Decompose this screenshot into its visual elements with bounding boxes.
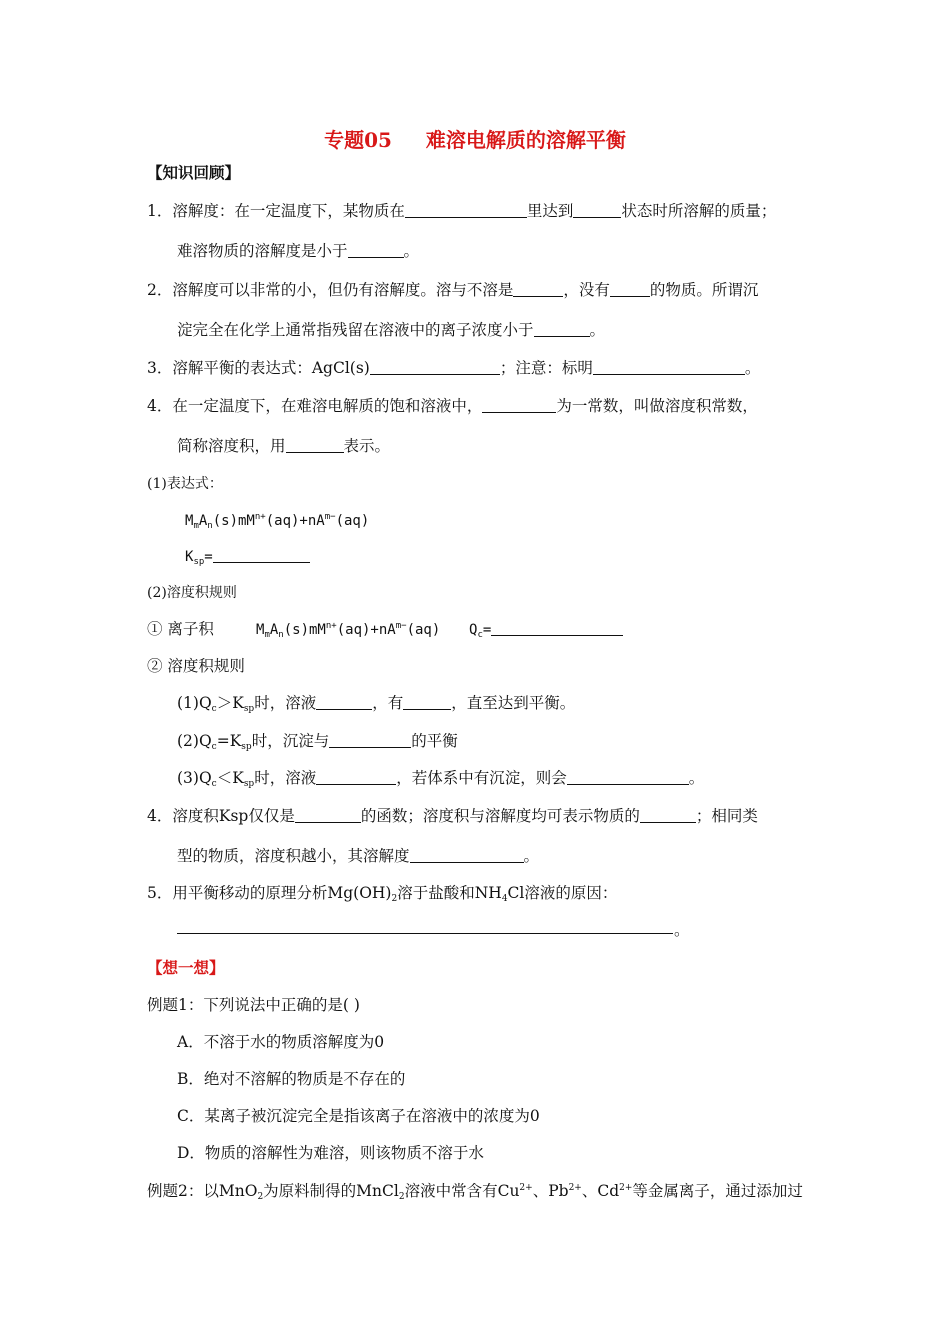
blank-9[interactable] [482, 397, 556, 413]
answer-line-end: 。 [674, 921, 690, 939]
subsection-expression: (1)表达式： [147, 476, 223, 492]
item-4-line-1: 4．在一定温度下，在难溶电解质的饱和溶液中， 为一常数，叫做溶度积常数， [147, 397, 758, 415]
blank-8[interactable] [593, 359, 745, 375]
subsection-ksp-rules: ② 溶度积规则 [147, 657, 245, 675]
blank-12[interactable] [403, 694, 451, 710]
item-3: 3．溶解平衡的表达式：AgCl(s) ；注意：标明 。 [147, 359, 761, 377]
answer-line[interactable] [177, 933, 673, 934]
blank-3[interactable] [348, 242, 404, 258]
ksp-expression: $K_{sp}=$ [185, 547, 310, 567]
blank-ksp[interactable] [213, 547, 310, 563]
blank-11[interactable] [316, 694, 372, 710]
ion-product-equation: $M_mA_n(s)mM^{n+}(aq)+nA^{m-}(aq)$ [256, 621, 441, 640]
item-ksp-line-2: 型的物质，溶度积越小，其溶解度 。 [177, 847, 540, 865]
item-2-line-2: 淀完全在化学上通常指残留在溶液中的离子浓度小于 。 [177, 321, 606, 339]
item-1-line-1: 1．溶解度：在一定温度下，某物质在 里达到 状态时所溶解的质量； [147, 202, 777, 220]
section-header-review: 【知识回顾】 [147, 163, 241, 182]
item-4-line-2: 简称溶度积，用 表示。 [177, 437, 391, 455]
blank-10[interactable] [286, 437, 344, 453]
title-text: 难溶电解质的溶解平衡 [425, 128, 626, 152]
subsection-rules: (2)溶度积规则 [147, 585, 237, 601]
blank-18[interactable] [410, 847, 524, 863]
ion-product-line: ① 离子积 [147, 620, 214, 638]
blank-16[interactable] [295, 807, 361, 823]
rule-1: $(1)Q_c>K_{sp}$时，溶液 ，有 ，直至达到平衡。 [177, 694, 576, 714]
item-5: 5．用平衡移动的原理分析$Mg(OH)_2$溶于盐酸和$NH_4Cl$溶液的原因： [147, 884, 618, 904]
dissolution-equation: $M_mA_n(s)mM^{n+}(aq)+nA^{m-}(aq)$ [185, 512, 370, 531]
blank-6[interactable] [534, 321, 590, 337]
blank-1[interactable] [405, 202, 527, 218]
option-c[interactable]: C．某离子被沉淀完全是指该离子在溶液中的浓度为0 [177, 1107, 540, 1125]
rule-2: $(2)Q_c=K_{sp}$时，沉淀与 的平衡 [177, 732, 458, 752]
blank-4[interactable] [513, 281, 563, 297]
title-prefix: 专题05 [324, 128, 392, 152]
option-a[interactable]: A．不溶于水的物质溶解度为0 [177, 1033, 385, 1051]
blank-2[interactable] [573, 202, 621, 218]
item-2-line-1: 2．溶解度可以非常的小，但仍有溶解度。溶与不溶是 ，没有 的物质。所谓沉 [147, 281, 759, 299]
blank-17[interactable] [640, 807, 696, 823]
blank-13[interactable] [329, 732, 411, 748]
item-ksp-line-1: 4．溶度积Ksp仅仅是 的函数；溶度积与溶解度均可表示物质的 ；相同类 [147, 807, 758, 825]
item-1-line-2: 难溶物质的溶解度是小于 。 [177, 242, 420, 260]
page-title [0, 124, 950, 153]
blank-5[interactable] [610, 281, 650, 297]
section-header-think: 【想一想】 [147, 958, 225, 977]
example-1-question: 例题1：下列说法中正确的是( ) [147, 996, 360, 1014]
blank-qc[interactable] [491, 620, 623, 636]
option-d[interactable]: D．物质的溶解性为难溶，则该物质不溶于水 [177, 1144, 484, 1162]
option-b[interactable]: B．绝对不溶解的物质是不存在的 [177, 1070, 406, 1088]
qc-expression: $Q_c=$ [469, 620, 623, 640]
example-2-question: 例题2：以MnO$_2$为原料制得的MnCl$_2$溶液中常含有$Cu^{2+}$、$Pb^{2+}$、$Cd^{2+}$等金属离子，通过添加过 [147, 1182, 803, 1202]
blank-15[interactable] [567, 769, 689, 785]
blank-14[interactable] [316, 769, 396, 785]
blank-7[interactable] [370, 359, 500, 375]
rule-3: $(3)Q_c<K_{sp}$时，溶液 ，若体系中有沉淀，则会 。 [177, 769, 705, 789]
